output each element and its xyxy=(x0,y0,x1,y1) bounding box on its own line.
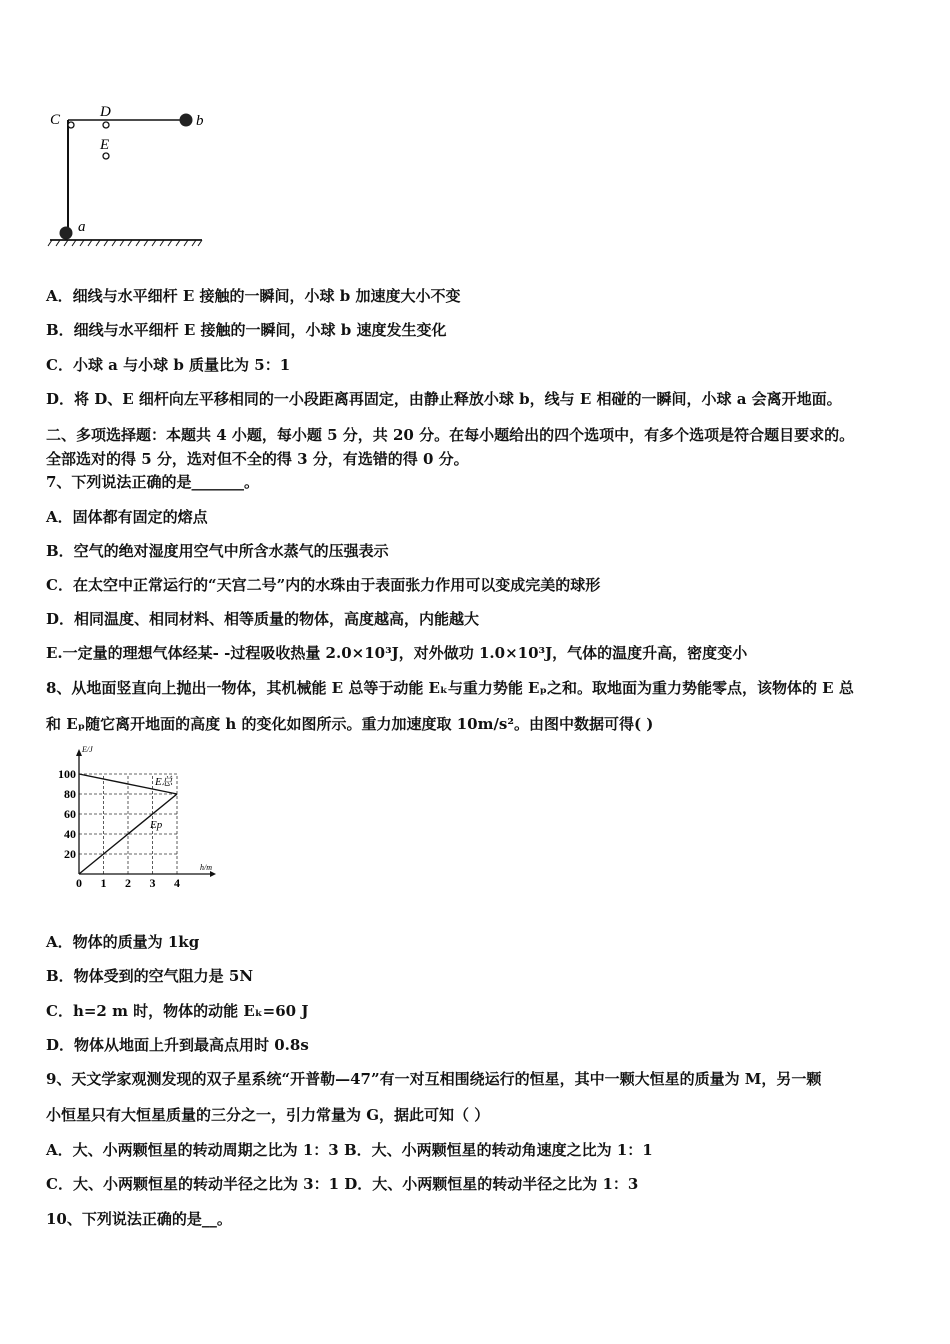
q6-option-c: C．小球 a 与小球 b 质量比为 5：1 xyxy=(46,356,291,374)
ball-b xyxy=(180,114,193,127)
q8-option-a: A．物体的质量为 1kg xyxy=(46,933,200,951)
q10-stem: 10、下列说法正确的是__。 xyxy=(46,1210,232,1228)
q7-option-a: A．固体都有固定的熔点 xyxy=(46,508,208,526)
q7-option-b: B．空气的绝对湿度用空气中所含水蒸气的压强表示 xyxy=(46,542,389,560)
y-tick-label: 40 xyxy=(64,827,76,841)
q9-stem-line2: 小恒星只有大恒星质量的三分之一，引力常量为 G，据此可知（ ） xyxy=(46,1106,490,1124)
peg-e xyxy=(103,153,109,159)
y-tick-label: 100 xyxy=(58,767,76,781)
q9-options-cd: C．大、小两颗恒星的转动半径之比为 3：1 D．大、小两颗恒星的转动半径之比为 1：3 xyxy=(46,1175,639,1193)
q8-stem-line2: 和 Eₚ随它离开地面的高度 h 的变化如图所示。重力加速度取 10m/s²。由图中数据可得( ) xyxy=(46,715,654,733)
section2-line2: 全部选对的得 5 分，选对但不全的得 3 分，有选错的得 0 分。 xyxy=(46,450,469,468)
q6-option-d: D．将 D、E 细杆向左平移相同的一小段距离再固定，由静止释放小球 b，线与 E 相碰的一瞬间，小球 a 会离开地面。 xyxy=(46,390,842,408)
q8-option-d: D．物体从地面上升到最高点用时 0.8s xyxy=(46,1036,309,1054)
y-axis-label: E/J xyxy=(82,745,93,754)
q7-option-e: E.一定量的理想气体经某- -过程吸收热量 2.0×10³J，对外做功 1.0×10³J，气体的温度升高，密度变小 xyxy=(46,644,748,662)
q7-option-d: D．相同温度、相同材料、相等质量的物体，高度越高，内能越大 xyxy=(46,610,480,628)
label-d: D xyxy=(100,104,111,120)
x-tick-label: 4 xyxy=(174,876,180,890)
series-label-ep: Ep xyxy=(150,819,163,831)
x-tick-label: 0 xyxy=(76,876,82,890)
energy-height-chart xyxy=(52,742,227,890)
label-b: b xyxy=(196,113,204,129)
peg-d xyxy=(103,122,109,128)
label-e: E xyxy=(100,137,110,153)
ball-a xyxy=(60,227,73,240)
rod-diagram xyxy=(40,100,220,250)
q7-stem: 7、下列说法正确的是_______。 xyxy=(46,473,259,491)
peg-c xyxy=(68,122,74,128)
x-tick-label: 1 xyxy=(100,876,107,890)
q7-option-c: C．在太空中正常运行的“天宫二号”内的水珠由于表面张力作用可以变成完美的球形 xyxy=(46,576,601,594)
x-axis-label: h/m xyxy=(200,863,212,872)
q6-option-a: A．细线与水平细杆 E 接触的一瞬间，小球 b 加速度大小不变 xyxy=(46,287,461,305)
section2-line1: 二、多项选择题：本题共 4 小题，每小题 5 分，共 20 分。在每小题给出的四个选项中，有多个选项是符合题目要求的。 xyxy=(46,426,855,444)
series-label-etotal: E总 xyxy=(154,776,173,788)
q8-option-b: B．物体受到的空气阻力是 5N xyxy=(46,967,254,985)
q8-option-c: C．h=2 m 时，物体的动能 Eₖ=60 J xyxy=(46,1002,309,1020)
label-c: C xyxy=(50,112,61,128)
x-tick-label: 2 xyxy=(125,876,131,890)
q9-options-ab: A．大、小两颗恒星的转动周期之比为 1：3 B．大、小两颗恒星的转动角速度之比为 1：1 xyxy=(46,1141,653,1159)
y-tick-label: 80 xyxy=(64,787,76,801)
q8-stem-line1: 8、从地面竖直向上抛出一物体，其机械能 E 总等于动能 Eₖ与重力势能 Eₚ之和。取地面为重力势能零点，该物体的 E 总 xyxy=(46,679,854,697)
q6-option-b: B．细线与水平细杆 E 接触的一瞬间，小球 b 速度发生变化 xyxy=(46,321,447,339)
q9-stem-line1: 9、天文学家观测发现的双子星系统“开普勒—47”有一对互相围绕运行的恒星，其中一颗大恒星的质量为 M，另一颗 xyxy=(46,1070,822,1088)
x-tick-label: 3 xyxy=(149,876,156,890)
y-tick-label: 60 xyxy=(64,807,76,821)
y-tick-label: 20 xyxy=(64,847,76,861)
label-a: a xyxy=(78,219,86,235)
